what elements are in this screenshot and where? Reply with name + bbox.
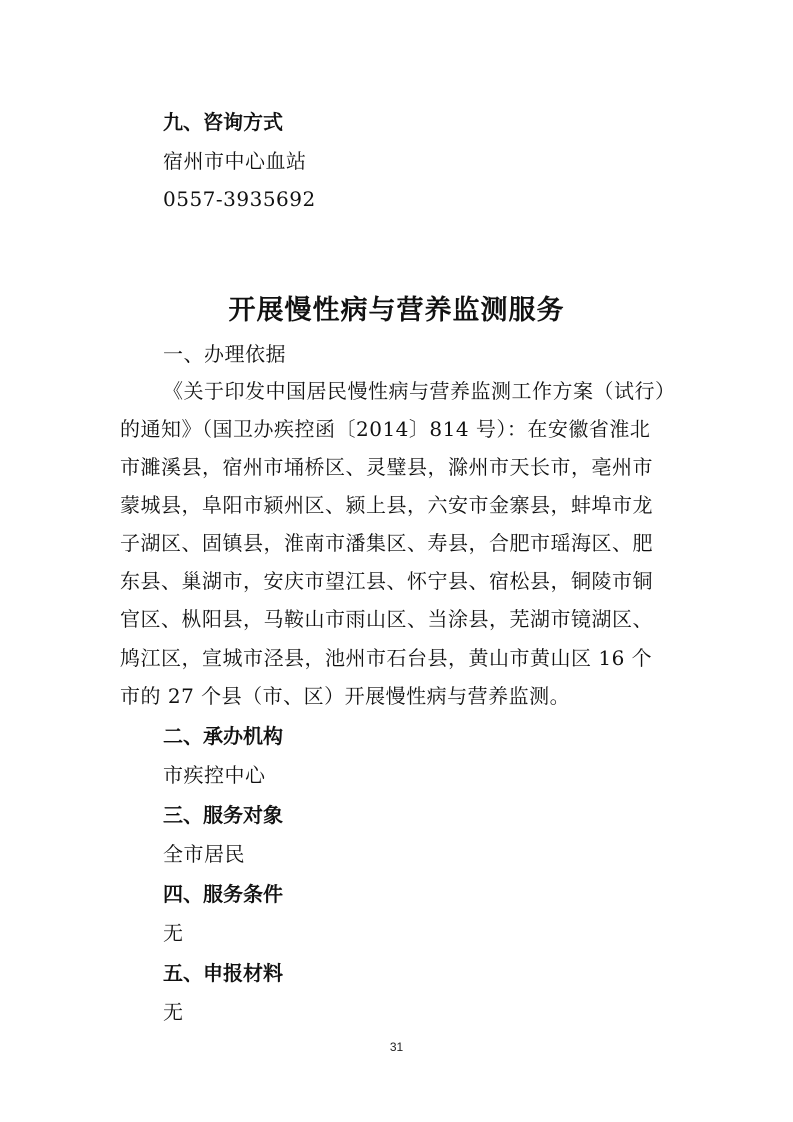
section-heading-conditions: 四、服务条件 (163, 882, 283, 906)
basis-paragraph-line: 《关于印发中国居民慢性病与营养监测工作方案（试行） (163, 379, 676, 403)
page-number: 31 (389, 1040, 404, 1054)
consultation-organization: 宿州市中心血站 (163, 149, 307, 173)
section-heading-target: 三、服务对象 (163, 803, 283, 827)
section-heading-basis: 一、办理依据 (163, 342, 286, 366)
materials-value: 无 (163, 1000, 184, 1024)
page-title: 开展慢性病与营养监测服务 (228, 295, 565, 326)
consultation-phone: 0557-3935692 (163, 187, 316, 211)
basis-paragraph-line: 市的 27 个县（市、区）开展慢性病与营养监测。 (120, 684, 571, 708)
target-value: 全市居民 (163, 842, 245, 866)
conditions-value: 无 (163, 921, 184, 945)
section-heading-materials: 五、申报材料 (163, 961, 283, 985)
basis-paragraph-line: 市濉溪县，宿州市埇桥区、灵璧县，滁州市天长市，亳州市 (120, 455, 653, 479)
basis-paragraph-line: 的通知》（国卫办疾控函〔2014〕814 号）：在安徽省淮北 (120, 417, 651, 441)
section-heading-organizer: 二、承办机构 (163, 724, 283, 748)
basis-paragraph-line: 东县、巢湖市，安庆市望江县、怀宁县、宿松县，铜陵市铜 (120, 569, 653, 593)
basis-paragraph-line: 子湖区、固镇县，淮南市潘集区、寿县，合肥市瑶海区、肥 (120, 531, 653, 555)
basis-paragraph-line: 蒙城县，阜阳市颍州区、颍上县，六安市金寨县，蚌埠市龙 (120, 493, 653, 517)
organizer-value: 市疾控中心 (163, 763, 266, 787)
basis-paragraph-line: 官区、枞阳县，马鞍山市雨山区、当涂县，芜湖市镜湖区、 (120, 607, 653, 631)
basis-paragraph-line: 鸠江区，宣城市泾县，池州市石台县，黄山市黄山区 16 个 (120, 646, 653, 670)
section-heading-consultation: 九、咨询方式 (163, 110, 283, 134)
